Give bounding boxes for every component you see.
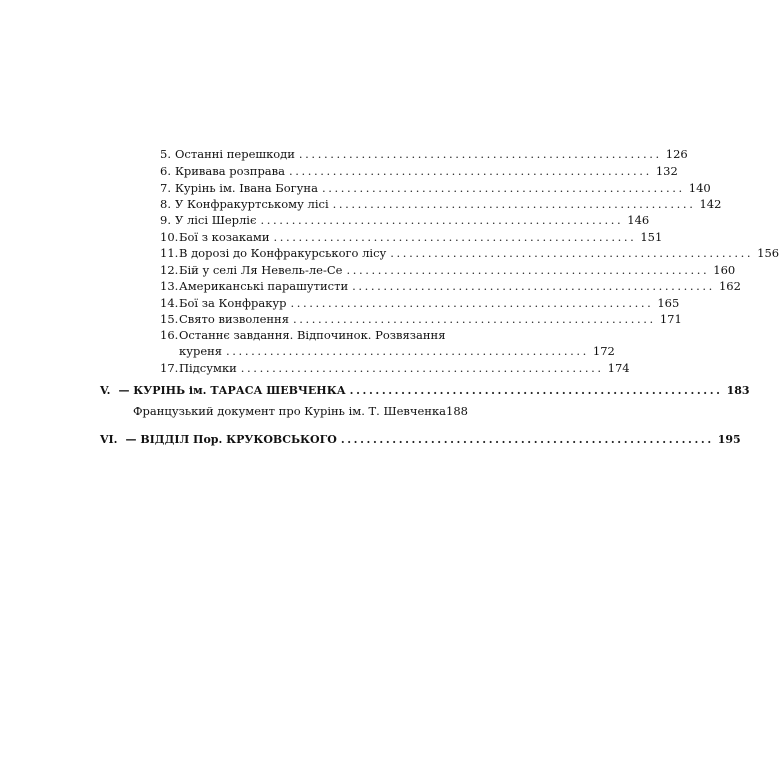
- entry-title: куреня: [179, 344, 223, 358]
- entry-title: Підсумки: [179, 361, 237, 375]
- note-page: 188: [446, 404, 468, 418]
- dot-leader: ..........................................................: [226, 344, 589, 358]
- toc-entry: [160, 296, 680, 310]
- entry-number: 14.: [160, 296, 179, 310]
- entry-title: Свято визволення: [179, 312, 289, 326]
- entry-page: 160: [713, 263, 736, 277]
- entry-number: 5.: [160, 147, 171, 161]
- dot-leader: ..........................................................: [352, 279, 715, 293]
- entry-number: 7.: [160, 181, 171, 195]
- chapter-page: 195: [717, 433, 741, 446]
- entry-page: 156: [757, 246, 779, 260]
- toc-chapter-note: [129, 404, 468, 418]
- entry-number: 9.: [160, 213, 171, 227]
- toc-entry: [160, 197, 722, 211]
- toc-chapter: [100, 433, 741, 447]
- chapter-title: — КУРІНЬ ім. ТАРАСА ШЕВЧЕНКА: [118, 384, 346, 397]
- entry-number: 12.: [160, 263, 179, 277]
- toc-entry-continuation: [175, 344, 615, 358]
- chapter-number: V.: [100, 384, 111, 397]
- chapter-number: VI.: [100, 433, 118, 446]
- entry-title: Курінь ім. Івана Богуна: [174, 181, 318, 195]
- entry-page: 174: [607, 361, 630, 375]
- dot-leader: ..........................................................: [298, 147, 662, 161]
- entry-page: 162: [718, 279, 741, 293]
- toc-entry: [160, 263, 736, 277]
- entry-title: Американські парашутисти: [179, 279, 349, 293]
- dot-leader: ..........................................................: [340, 433, 714, 446]
- toc-entry: [160, 312, 682, 326]
- toc-entry: [160, 181, 711, 195]
- entry-title: Кривава розправа: [174, 164, 285, 178]
- entry-title: Останнє завдання. Відпочинок. Розвязання: [179, 328, 446, 342]
- chapter-page: 183: [726, 384, 750, 397]
- dot-leader: ..........................................................: [349, 384, 723, 397]
- entry-page: 165: [657, 296, 680, 310]
- toc-entry: [160, 213, 650, 227]
- dot-leader: ..........................................................: [260, 213, 624, 227]
- entry-title: Бій у селі Ля Невель-ле-Се: [179, 263, 343, 277]
- entry-page: 126: [665, 147, 688, 161]
- toc-entry: [160, 164, 678, 178]
- toc-entry: [160, 361, 630, 375]
- entry-page: 142: [699, 197, 722, 211]
- entry-title: Останні перешкоди: [174, 147, 295, 161]
- entry-number: 16.: [160, 328, 179, 342]
- dot-leader: ..........................................................: [290, 296, 654, 310]
- toc-entry: [160, 328, 458, 342]
- toc-chapter: [100, 384, 750, 398]
- entry-number: 17.: [160, 361, 179, 375]
- dot-leader: ..........................................................: [292, 312, 656, 326]
- dot-leader: ..........................................................: [321, 181, 685, 195]
- entry-title: У Конфракуртському лісі: [174, 197, 329, 211]
- entry-number: 15.: [160, 312, 179, 326]
- toc-entry: [160, 147, 688, 161]
- dot-leader: ..........................................................: [273, 230, 637, 244]
- entry-page: 151: [640, 230, 663, 244]
- dot-leader: ..........................................................: [289, 164, 652, 178]
- dot-leader: ..........................................................: [240, 361, 604, 375]
- entry-page: 146: [627, 213, 650, 227]
- entry-page: 172: [592, 344, 615, 358]
- toc-entry: [160, 246, 779, 260]
- entry-number: 10.: [160, 230, 179, 244]
- entry-number: 6.: [160, 164, 171, 178]
- dot-leader: ..........................................................: [390, 246, 754, 260]
- entry-number: 11.: [160, 246, 179, 260]
- dot-leader: ..........................................................: [332, 197, 696, 211]
- entry-page: 132: [655, 164, 678, 178]
- toc-entry: [160, 230, 663, 244]
- entry-title: У лісі Шерліє: [174, 213, 257, 227]
- entry-number: 13.: [160, 279, 179, 293]
- chapter-title: — ВІДДІЛ Пор. КРУКОВСЬКОГО: [125, 433, 337, 446]
- toc-entry: [160, 279, 741, 293]
- entry-title: Бої з козаками: [179, 230, 270, 244]
- dot-leader: ..........................................................: [346, 263, 710, 277]
- entry-page: 140: [688, 181, 711, 195]
- entry-page: 171: [659, 312, 682, 326]
- note-title: Французький документ про Курінь ім. Т. Шевченка: [133, 404, 447, 418]
- entry-title: В дорозі до Конфракурського лісу: [179, 246, 387, 260]
- entry-number: 8.: [160, 197, 171, 211]
- entry-title: Бої за Конфракур: [179, 296, 287, 310]
